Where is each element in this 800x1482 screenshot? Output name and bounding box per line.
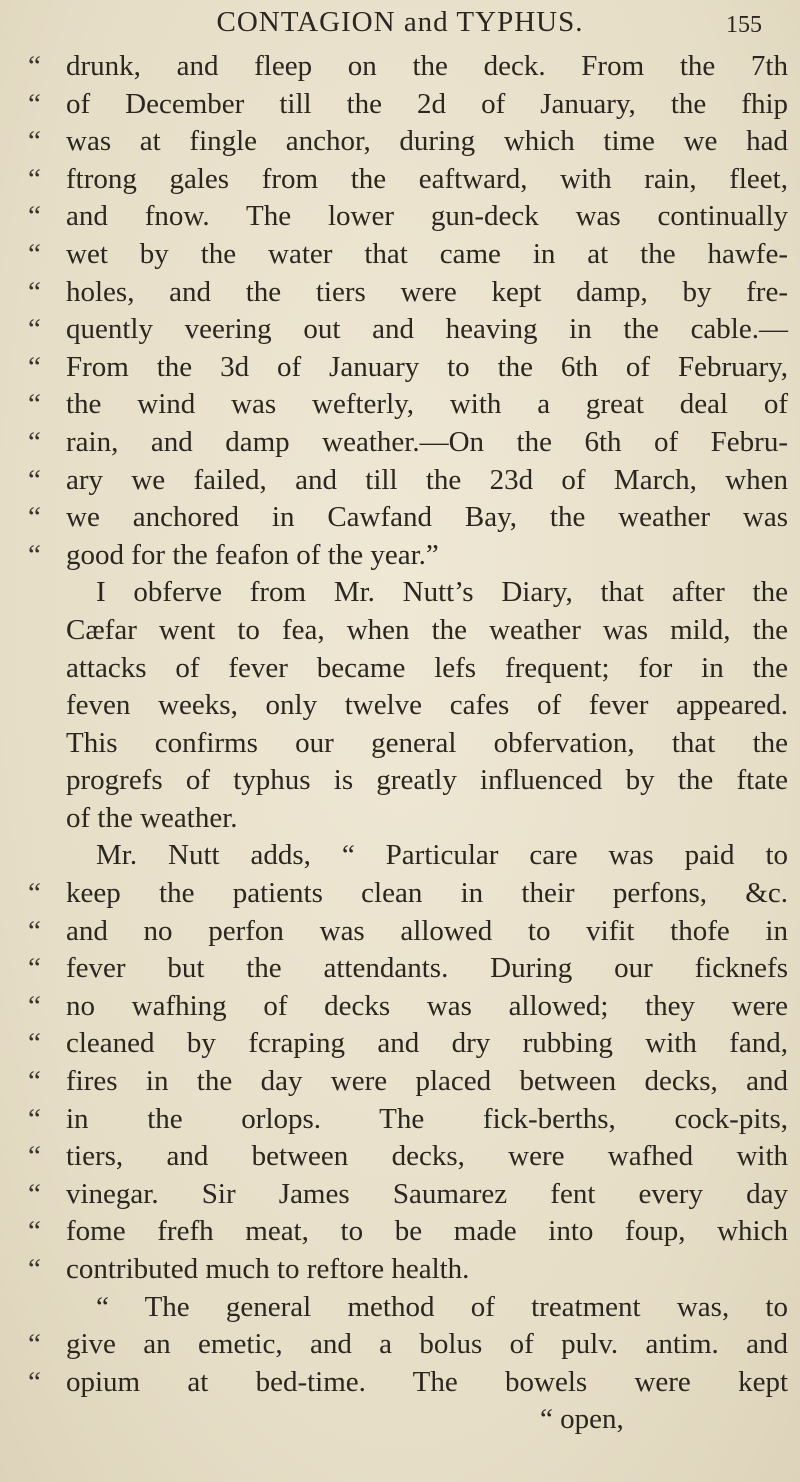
line-text: and no perfon was allowed to vifit thofe in — [66, 914, 788, 947]
line-text: cleaned by fcraping and dry rubbing with fand, — [66, 1027, 788, 1060]
line-text: “ open, — [540, 1403, 624, 1436]
text-line — [0, 687, 800, 725]
text-line — [0, 1289, 800, 1327]
quote-mark: “ — [28, 463, 41, 496]
line-text: Cæfar went to fea, when the weather was mild, the — [66, 613, 788, 646]
line-text: ftrong gales from the eaftward, with rain, fleet, — [66, 162, 788, 195]
quote-mark: “ — [28, 877, 41, 910]
quote-mark: “ — [28, 425, 41, 458]
line-text: of the weather. — [66, 801, 238, 834]
line-text: wet by the water that came in at the hawfe- — [66, 237, 788, 270]
text-line — [0, 1063, 800, 1101]
text-line — [0, 574, 800, 612]
line-text: Mr. Nutt adds, “ Particular care was paid to — [96, 839, 788, 872]
text-line — [0, 725, 800, 763]
quote-mark: “ — [28, 313, 41, 346]
quote-mark: “ — [28, 1215, 41, 1248]
quote-mark: “ — [28, 1102, 41, 1135]
quote-mark: “ — [28, 87, 41, 120]
line-text: ary we failed, and till the 23d of March, when — [66, 463, 788, 496]
text-line — [0, 386, 800, 424]
text-line — [0, 650, 800, 688]
quote-mark: “ — [28, 501, 41, 534]
text-line — [0, 1213, 800, 1251]
quote-mark: “ — [28, 1065, 41, 1098]
text-line — [0, 1138, 800, 1176]
text-line — [0, 1176, 800, 1214]
line-text: give an emetic, and a bolus of pulv. antim. and — [66, 1328, 788, 1361]
text-line — [0, 48, 800, 86]
line-text: fever but the attendants. During our ficknefs — [66, 952, 788, 985]
text-line — [0, 800, 800, 838]
quote-mark: “ — [28, 350, 41, 383]
quote-mark: “ — [28, 1365, 41, 1398]
text-line — [0, 462, 800, 500]
quote-mark: “ — [28, 1328, 41, 1361]
text-line — [0, 988, 800, 1026]
line-text: of December till the 2d of January, the fhip — [66, 87, 788, 120]
text-line — [0, 86, 800, 124]
text-line — [0, 349, 800, 387]
line-text: keep the patients clean in their perfons, &c. — [66, 877, 788, 910]
text-line — [0, 1251, 800, 1289]
line-text: attacks of fever became lefs frequent; for in the — [66, 651, 788, 684]
text-line — [0, 913, 800, 951]
line-text: From the 3d of January to the 6th of February, — [66, 350, 788, 383]
quote-mark: “ — [28, 914, 41, 947]
page-number: 155 — [726, 12, 762, 38]
line-text: was at fingle anchor, during which time we had — [66, 125, 788, 158]
line-text: feven weeks, only twelve cafes of fever appeared. — [66, 689, 788, 722]
quote-mark: “ — [28, 237, 41, 270]
quote-mark: “ — [28, 1140, 41, 1173]
quote-mark: “ — [28, 1027, 41, 1060]
line-text: tiers, and between decks, were wafhed with — [66, 1140, 788, 1173]
quote-mark: “ — [28, 952, 41, 985]
text-line — [0, 1326, 800, 1364]
body-text — [0, 48, 800, 1439]
quote-mark: “ — [28, 50, 41, 82]
text-line — [0, 612, 800, 650]
line-text: holes, and the tiers were kept damp, by fre- — [66, 275, 788, 308]
text-line — [0, 198, 800, 236]
text-line — [0, 837, 800, 875]
line-text: opium at bed-time. The bowels were kept — [66, 1365, 788, 1398]
line-text: we anchored in Cawfand Bay, the weather was — [66, 501, 788, 534]
quote-mark: “ — [28, 275, 41, 308]
text-line — [0, 762, 800, 800]
line-text: and fnow. The lower gun-deck was continually — [66, 200, 788, 233]
quote-mark: “ — [28, 125, 41, 158]
text-line — [0, 123, 800, 161]
text-line — [0, 537, 800, 575]
running-head: CONTAGION and TYPHUS. — [216, 6, 584, 38]
text-line — [0, 424, 800, 462]
text-line — [0, 274, 800, 312]
line-text: quently veering out and heaving in the cable.— — [66, 313, 788, 346]
quote-mark: “ — [28, 1253, 41, 1285]
line-text: fome frefh meat, to be made into foup, which — [66, 1215, 788, 1248]
line-text: vinegar. Sir James Saumarez fent every day — [66, 1177, 788, 1210]
page-header — [0, 0, 800, 50]
line-text: progrefs of typhus is greatly influenced by the ftate — [66, 764, 788, 797]
line-text: I obferve from Mr. Nutt’s Diary, that after the — [96, 576, 788, 609]
quote-mark: “ — [28, 538, 41, 571]
line-text: the wind was wefterly, with a great deal of — [66, 388, 788, 421]
text-line — [0, 875, 800, 913]
line-text: contributed much to reftore health. — [66, 1253, 470, 1285]
line-text: drunk, and fleep on the deck. From the 7th — [66, 50, 788, 82]
text-line — [0, 950, 800, 988]
text-line — [0, 1101, 800, 1139]
quote-mark: “ — [28, 989, 41, 1022]
text-line — [0, 236, 800, 274]
line-text: rain, and damp weather.—On the 6th of Febru- — [66, 425, 788, 458]
line-text: good for the feafon of the year.” — [66, 538, 439, 571]
text-line — [0, 1364, 800, 1402]
line-text: This confirms our general obfervation, that the — [66, 726, 788, 759]
text-line — [0, 1401, 800, 1439]
quote-mark: “ — [28, 162, 41, 195]
text-line — [0, 499, 800, 537]
line-text: “ The general method of treatment was, to — [96, 1290, 788, 1323]
quote-mark: “ — [28, 388, 41, 421]
line-text: no wafhing of decks was allowed; they were — [66, 989, 788, 1022]
quote-mark: “ — [28, 1177, 41, 1210]
text-line — [0, 1025, 800, 1063]
text-line — [0, 161, 800, 199]
line-text: in the orlops. The fick-berths, cock-pits, — [66, 1102, 788, 1135]
line-text: fires in the day were placed between decks, and — [66, 1065, 788, 1098]
quote-mark: “ — [28, 200, 41, 233]
text-line — [0, 311, 800, 349]
